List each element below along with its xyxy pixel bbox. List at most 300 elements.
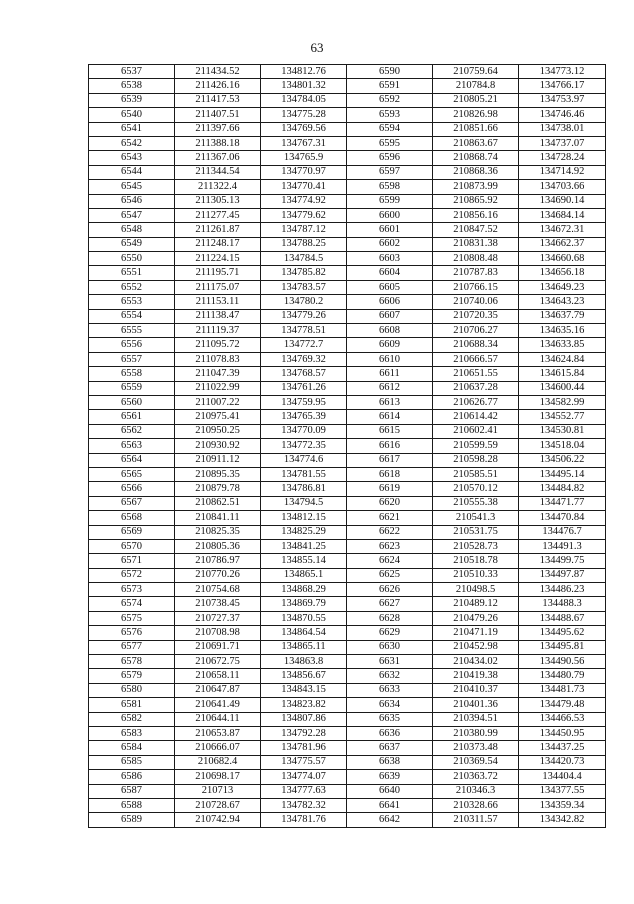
point-number-right: 6592 — [347, 93, 433, 107]
y-coordinate-right: 134437.25 — [519, 741, 606, 755]
table-row — [89, 194, 606, 208]
y-coordinate-left: 134784.05 — [261, 93, 347, 107]
table-row — [89, 453, 606, 467]
point-number-left: 6553 — [89, 295, 175, 309]
y-coordinate-left: 134765.9 — [261, 151, 347, 165]
y-coordinate-left: 134787.12 — [261, 223, 347, 237]
point-number-right: 6601 — [347, 223, 433, 237]
point-number-right: 6634 — [347, 698, 433, 712]
point-number-left: 6577 — [89, 640, 175, 654]
x-coordinate-right: 210528.73 — [433, 539, 519, 553]
x-coordinate-right: 210847.52 — [433, 223, 519, 237]
table-row — [89, 770, 606, 784]
x-coordinate-left: 210975.41 — [175, 410, 261, 424]
y-coordinate-right: 134377.55 — [519, 784, 606, 798]
table-row — [89, 755, 606, 769]
y-coordinate-left: 134774.07 — [261, 770, 347, 784]
y-coordinate-right: 134773.12 — [519, 65, 606, 79]
point-number-left: 6537 — [89, 65, 175, 79]
y-coordinate-left: 134869.79 — [261, 597, 347, 611]
x-coordinate-left: 211248.17 — [175, 237, 261, 251]
x-coordinate-right: 210518.78 — [433, 554, 519, 568]
point-number-left: 6555 — [89, 324, 175, 338]
y-coordinate-right: 134714.92 — [519, 165, 606, 179]
y-coordinate-right: 134660.68 — [519, 252, 606, 266]
point-number-right: 6606 — [347, 295, 433, 309]
table-row — [89, 798, 606, 812]
y-coordinate-right: 134746.46 — [519, 108, 606, 122]
y-coordinate-left: 134812.76 — [261, 65, 347, 79]
x-coordinate-right: 210489.12 — [433, 597, 519, 611]
table-row — [89, 151, 606, 165]
x-coordinate-right: 210706.27 — [433, 324, 519, 338]
point-number-left: 6547 — [89, 208, 175, 222]
y-coordinate-left: 134780.2 — [261, 295, 347, 309]
point-number-left: 6583 — [89, 726, 175, 740]
x-coordinate-right: 210401.36 — [433, 698, 519, 712]
x-coordinate-right: 210863.67 — [433, 136, 519, 150]
x-coordinate-right: 210651.55 — [433, 367, 519, 381]
y-coordinate-right: 134466.53 — [519, 712, 606, 726]
y-coordinate-right: 134342.82 — [519, 813, 606, 827]
point-number-right: 6598 — [347, 180, 433, 194]
coordinates-table — [88, 64, 606, 828]
x-coordinate-left: 210698.17 — [175, 770, 261, 784]
y-coordinate-left: 134785.82 — [261, 266, 347, 280]
y-coordinate-left: 134865.1 — [261, 568, 347, 582]
x-coordinate-right: 210626.77 — [433, 395, 519, 409]
y-coordinate-right: 134656.18 — [519, 266, 606, 280]
point-number-right: 6639 — [347, 770, 433, 784]
table-row — [89, 295, 606, 309]
y-coordinate-right: 134738.01 — [519, 122, 606, 136]
y-coordinate-right: 134495.14 — [519, 467, 606, 481]
x-coordinate-right: 210784.8 — [433, 79, 519, 93]
y-coordinate-right: 134690.14 — [519, 194, 606, 208]
y-coordinate-left: 134775.28 — [261, 108, 347, 122]
table-row — [89, 338, 606, 352]
table-row — [89, 352, 606, 366]
x-coordinate-right: 210688.34 — [433, 338, 519, 352]
table-row — [89, 136, 606, 150]
y-coordinate-left: 134765.39 — [261, 410, 347, 424]
point-number-left: 6546 — [89, 194, 175, 208]
point-number-right: 6599 — [347, 194, 433, 208]
point-number-right: 6640 — [347, 784, 433, 798]
point-number-right: 6616 — [347, 439, 433, 453]
point-number-left: 6561 — [89, 410, 175, 424]
y-coordinate-left: 134783.57 — [261, 280, 347, 294]
x-coordinate-right: 210831.38 — [433, 237, 519, 251]
point-number-right: 6614 — [347, 410, 433, 424]
point-number-left: 6570 — [89, 539, 175, 553]
x-coordinate-left: 211078.83 — [175, 352, 261, 366]
point-number-right: 6637 — [347, 741, 433, 755]
y-coordinate-right: 134753.97 — [519, 93, 606, 107]
y-coordinate-left: 134774.6 — [261, 453, 347, 467]
x-coordinate-right: 210531.75 — [433, 525, 519, 539]
point-number-left: 6574 — [89, 597, 175, 611]
table-row — [89, 669, 606, 683]
y-coordinate-left: 134801.32 — [261, 79, 347, 93]
table-row — [89, 813, 606, 827]
x-coordinate-right: 210394.51 — [433, 712, 519, 726]
x-coordinate-right: 210868.74 — [433, 151, 519, 165]
point-number-left: 6581 — [89, 698, 175, 712]
point-number-right: 6623 — [347, 539, 433, 553]
y-coordinate-left: 134843.15 — [261, 683, 347, 697]
table-row — [89, 367, 606, 381]
point-number-right: 6600 — [347, 208, 433, 222]
point-number-left: 6568 — [89, 511, 175, 525]
y-coordinate-right: 134486.23 — [519, 583, 606, 597]
x-coordinate-left: 211095.72 — [175, 338, 261, 352]
point-number-right: 6629 — [347, 626, 433, 640]
x-coordinate-left: 211277.45 — [175, 208, 261, 222]
x-coordinate-right: 210637.28 — [433, 381, 519, 395]
x-coordinate-left: 210770.26 — [175, 568, 261, 582]
point-number-left: 6585 — [89, 755, 175, 769]
y-coordinate-left: 134772.7 — [261, 338, 347, 352]
point-number-left: 6556 — [89, 338, 175, 352]
table-row — [89, 424, 606, 438]
table-row — [89, 266, 606, 280]
table-row — [89, 208, 606, 222]
point-number-left: 6539 — [89, 93, 175, 107]
x-coordinate-left: 211417.53 — [175, 93, 261, 107]
y-coordinate-right: 134490.56 — [519, 655, 606, 669]
point-number-left: 6544 — [89, 165, 175, 179]
x-coordinate-right: 210740.06 — [433, 295, 519, 309]
table-row — [89, 180, 606, 194]
point-number-left: 6565 — [89, 467, 175, 481]
point-number-right: 6619 — [347, 482, 433, 496]
table-row — [89, 698, 606, 712]
x-coordinate-right: 210570.12 — [433, 482, 519, 496]
y-coordinate-left: 134769.56 — [261, 122, 347, 136]
x-coordinate-left: 211138.47 — [175, 309, 261, 323]
table-row — [89, 539, 606, 553]
y-coordinate-right: 134662.37 — [519, 237, 606, 251]
y-coordinate-right: 134582.99 — [519, 395, 606, 409]
point-number-left: 6549 — [89, 237, 175, 251]
x-coordinate-left: 211367.06 — [175, 151, 261, 165]
y-coordinate-right: 134615.84 — [519, 367, 606, 381]
point-number-right: 6624 — [347, 554, 433, 568]
table-row — [89, 726, 606, 740]
x-coordinate-right: 210369.54 — [433, 755, 519, 769]
y-coordinate-right: 134481.73 — [519, 683, 606, 697]
y-coordinate-left: 134782.32 — [261, 798, 347, 812]
y-coordinate-right: 134476.7 — [519, 525, 606, 539]
x-coordinate-right: 210479.26 — [433, 611, 519, 625]
y-coordinate-right: 134684.14 — [519, 208, 606, 222]
point-number-left: 6571 — [89, 554, 175, 568]
point-number-right: 6618 — [347, 467, 433, 481]
y-coordinate-left: 134781.96 — [261, 741, 347, 755]
x-coordinate-right: 210787.83 — [433, 266, 519, 280]
table-row — [89, 511, 606, 525]
point-number-right: 6628 — [347, 611, 433, 625]
table-row — [89, 410, 606, 424]
x-coordinate-right: 210759.64 — [433, 65, 519, 79]
y-coordinate-left: 134870.55 — [261, 611, 347, 625]
y-coordinate-right: 134672.31 — [519, 223, 606, 237]
point-number-right: 6631 — [347, 655, 433, 669]
point-number-left: 6566 — [89, 482, 175, 496]
point-number-right: 6611 — [347, 367, 433, 381]
x-coordinate-right: 210541.3 — [433, 511, 519, 525]
x-coordinate-right: 210380.99 — [433, 726, 519, 740]
table-row — [89, 93, 606, 107]
x-coordinate-left: 211119.37 — [175, 324, 261, 338]
y-coordinate-left: 134865.11 — [261, 640, 347, 654]
x-coordinate-right: 210602.41 — [433, 424, 519, 438]
y-coordinate-right: 134359.34 — [519, 798, 606, 812]
y-coordinate-left: 134864.54 — [261, 626, 347, 640]
y-coordinate-left: 134788.25 — [261, 237, 347, 251]
x-coordinate-left: 211407.51 — [175, 108, 261, 122]
y-coordinate-right: 134495.62 — [519, 626, 606, 640]
x-coordinate-left: 211388.18 — [175, 136, 261, 150]
point-number-right: 6591 — [347, 79, 433, 93]
point-number-left: 6579 — [89, 669, 175, 683]
y-coordinate-left: 134770.97 — [261, 165, 347, 179]
y-coordinate-left: 134759.95 — [261, 395, 347, 409]
table-row — [89, 784, 606, 798]
y-coordinate-left: 134775.57 — [261, 755, 347, 769]
y-coordinate-right: 134499.75 — [519, 554, 606, 568]
x-coordinate-left: 211007.22 — [175, 395, 261, 409]
y-coordinate-right: 134633.85 — [519, 338, 606, 352]
table-row — [89, 655, 606, 669]
point-number-right: 6607 — [347, 309, 433, 323]
y-coordinate-right: 134766.17 — [519, 79, 606, 93]
point-number-right: 6612 — [347, 381, 433, 395]
point-number-left: 6562 — [89, 424, 175, 438]
y-coordinate-left: 134812.15 — [261, 511, 347, 525]
x-coordinate-left: 210708.98 — [175, 626, 261, 640]
y-coordinate-left: 134772.35 — [261, 439, 347, 453]
point-number-left: 6572 — [89, 568, 175, 582]
y-coordinate-left: 134863.8 — [261, 655, 347, 669]
y-coordinate-left: 134825.29 — [261, 525, 347, 539]
y-coordinate-right: 134637.79 — [519, 309, 606, 323]
y-coordinate-right: 134649.23 — [519, 280, 606, 294]
x-coordinate-right: 210865.92 — [433, 194, 519, 208]
point-number-left: 6582 — [89, 712, 175, 726]
y-coordinate-right: 134518.04 — [519, 439, 606, 453]
point-number-left: 6580 — [89, 683, 175, 697]
table-row — [89, 439, 606, 453]
y-coordinate-right: 134491.3 — [519, 539, 606, 553]
x-coordinate-right: 210599.59 — [433, 439, 519, 453]
table-row — [89, 597, 606, 611]
table-row — [89, 65, 606, 79]
y-coordinate-right: 134488.67 — [519, 611, 606, 625]
point-number-right: 6622 — [347, 525, 433, 539]
y-coordinate-left: 134779.26 — [261, 309, 347, 323]
point-number-left: 6587 — [89, 784, 175, 798]
x-coordinate-left: 211153.11 — [175, 295, 261, 309]
x-coordinate-right: 210471.19 — [433, 626, 519, 640]
point-number-right: 6615 — [347, 424, 433, 438]
x-coordinate-right: 210873.99 — [433, 180, 519, 194]
y-coordinate-right: 134497.87 — [519, 568, 606, 582]
x-coordinate-left: 210879.78 — [175, 482, 261, 496]
x-coordinate-right: 210328.66 — [433, 798, 519, 812]
point-number-right: 6604 — [347, 266, 433, 280]
y-coordinate-left: 134786.81 — [261, 482, 347, 496]
x-coordinate-left: 211322.4 — [175, 180, 261, 194]
table-row — [89, 611, 606, 625]
coordinates-table-body — [89, 65, 606, 828]
point-number-left: 6567 — [89, 496, 175, 510]
point-number-right: 6603 — [347, 252, 433, 266]
y-coordinate-right: 134530.81 — [519, 424, 606, 438]
y-coordinate-right: 134600.44 — [519, 381, 606, 395]
point-number-right: 6633 — [347, 683, 433, 697]
y-coordinate-left: 134778.51 — [261, 324, 347, 338]
x-coordinate-right: 210851.66 — [433, 122, 519, 136]
point-number-left: 6551 — [89, 266, 175, 280]
point-number-right: 6609 — [347, 338, 433, 352]
x-coordinate-right: 210346.3 — [433, 784, 519, 798]
y-coordinate-left: 134767.31 — [261, 136, 347, 150]
x-coordinate-right: 210452.98 — [433, 640, 519, 654]
y-coordinate-right: 134495.81 — [519, 640, 606, 654]
x-coordinate-right: 210363.72 — [433, 770, 519, 784]
y-coordinate-left: 134774.92 — [261, 194, 347, 208]
table-row — [89, 482, 606, 496]
y-coordinate-left: 134792.28 — [261, 726, 347, 740]
table-row — [89, 683, 606, 697]
table-row — [89, 381, 606, 395]
point-number-left: 6550 — [89, 252, 175, 266]
table-row — [89, 324, 606, 338]
y-coordinate-right: 134450.95 — [519, 726, 606, 740]
x-coordinate-right: 210555.38 — [433, 496, 519, 510]
x-coordinate-right: 210856.16 — [433, 208, 519, 222]
x-coordinate-left: 210658.11 — [175, 669, 261, 683]
y-coordinate-right: 134479.48 — [519, 698, 606, 712]
y-coordinate-left: 134768.57 — [261, 367, 347, 381]
point-number-left: 6559 — [89, 381, 175, 395]
y-coordinate-left: 134781.76 — [261, 813, 347, 827]
x-coordinate-left: 210666.07 — [175, 741, 261, 755]
table-row — [89, 712, 606, 726]
x-coordinate-left: 210862.51 — [175, 496, 261, 510]
point-number-right: 6602 — [347, 237, 433, 251]
y-coordinate-left: 134841.25 — [261, 539, 347, 553]
y-coordinate-left: 134770.09 — [261, 424, 347, 438]
point-number-left: 6563 — [89, 439, 175, 453]
x-coordinate-left: 210644.11 — [175, 712, 261, 726]
y-coordinate-right: 134728.24 — [519, 151, 606, 165]
point-number-right: 6641 — [347, 798, 433, 812]
table-row — [89, 626, 606, 640]
x-coordinate-left: 210641.49 — [175, 698, 261, 712]
x-coordinate-left: 211397.66 — [175, 122, 261, 136]
y-coordinate-right: 134703.66 — [519, 180, 606, 194]
x-coordinate-right: 210868.36 — [433, 165, 519, 179]
x-coordinate-right: 210419.38 — [433, 669, 519, 683]
point-number-left: 6545 — [89, 180, 175, 194]
x-coordinate-left: 211175.07 — [175, 280, 261, 294]
x-coordinate-right: 210666.57 — [433, 352, 519, 366]
point-number-left: 6560 — [89, 395, 175, 409]
y-coordinate-left: 134868.29 — [261, 583, 347, 597]
table-row — [89, 108, 606, 122]
point-number-left: 6584 — [89, 741, 175, 755]
point-number-left: 6541 — [89, 122, 175, 136]
y-coordinate-left: 134807.86 — [261, 712, 347, 726]
table-row — [89, 309, 606, 323]
table-row — [89, 496, 606, 510]
table-row — [89, 223, 606, 237]
point-number-left: 6548 — [89, 223, 175, 237]
x-coordinate-right: 210720.35 — [433, 309, 519, 323]
point-number-right: 6610 — [347, 352, 433, 366]
y-coordinate-right: 134488.3 — [519, 597, 606, 611]
point-number-right: 6596 — [347, 151, 433, 165]
x-coordinate-left: 210786.97 — [175, 554, 261, 568]
y-coordinate-right: 134635.16 — [519, 324, 606, 338]
point-number-right: 6632 — [347, 669, 433, 683]
y-coordinate-right: 134484.82 — [519, 482, 606, 496]
point-number-left: 6576 — [89, 626, 175, 640]
point-number-right: 6617 — [347, 453, 433, 467]
x-coordinate-right: 210766.15 — [433, 280, 519, 294]
table-row — [89, 165, 606, 179]
x-coordinate-left: 210742.94 — [175, 813, 261, 827]
table-row — [89, 583, 606, 597]
x-coordinate-right: 210373.48 — [433, 741, 519, 755]
table-row — [89, 79, 606, 93]
y-coordinate-right: 134506.22 — [519, 453, 606, 467]
point-number-right: 6636 — [347, 726, 433, 740]
x-coordinate-left: 210754.68 — [175, 583, 261, 597]
point-number-right: 6638 — [347, 755, 433, 769]
x-coordinate-right: 210410.37 — [433, 683, 519, 697]
point-number-right: 6605 — [347, 280, 433, 294]
point-number-right: 6593 — [347, 108, 433, 122]
point-number-left: 6542 — [89, 136, 175, 150]
x-coordinate-left: 210672.75 — [175, 655, 261, 669]
point-number-right: 6635 — [347, 712, 433, 726]
point-number-left: 6586 — [89, 770, 175, 784]
table-row — [89, 640, 606, 654]
y-coordinate-left: 134784.5 — [261, 252, 347, 266]
point-number-right: 6608 — [347, 324, 433, 338]
x-coordinate-right: 210434.02 — [433, 655, 519, 669]
x-coordinate-right: 210808.48 — [433, 252, 519, 266]
point-number-left: 6575 — [89, 611, 175, 625]
point-number-left: 6543 — [89, 151, 175, 165]
point-number-left: 6578 — [89, 655, 175, 669]
table-row — [89, 280, 606, 294]
x-coordinate-left: 210713 — [175, 784, 261, 798]
x-coordinate-left: 211047.39 — [175, 367, 261, 381]
point-number-right: 6625 — [347, 568, 433, 582]
x-coordinate-left: 211224.15 — [175, 252, 261, 266]
y-coordinate-right: 134737.07 — [519, 136, 606, 150]
point-number-left: 6538 — [89, 79, 175, 93]
x-coordinate-right: 210585.51 — [433, 467, 519, 481]
y-coordinate-left: 134777.63 — [261, 784, 347, 798]
point-number-right: 6597 — [347, 165, 433, 179]
point-number-left: 6552 — [89, 280, 175, 294]
